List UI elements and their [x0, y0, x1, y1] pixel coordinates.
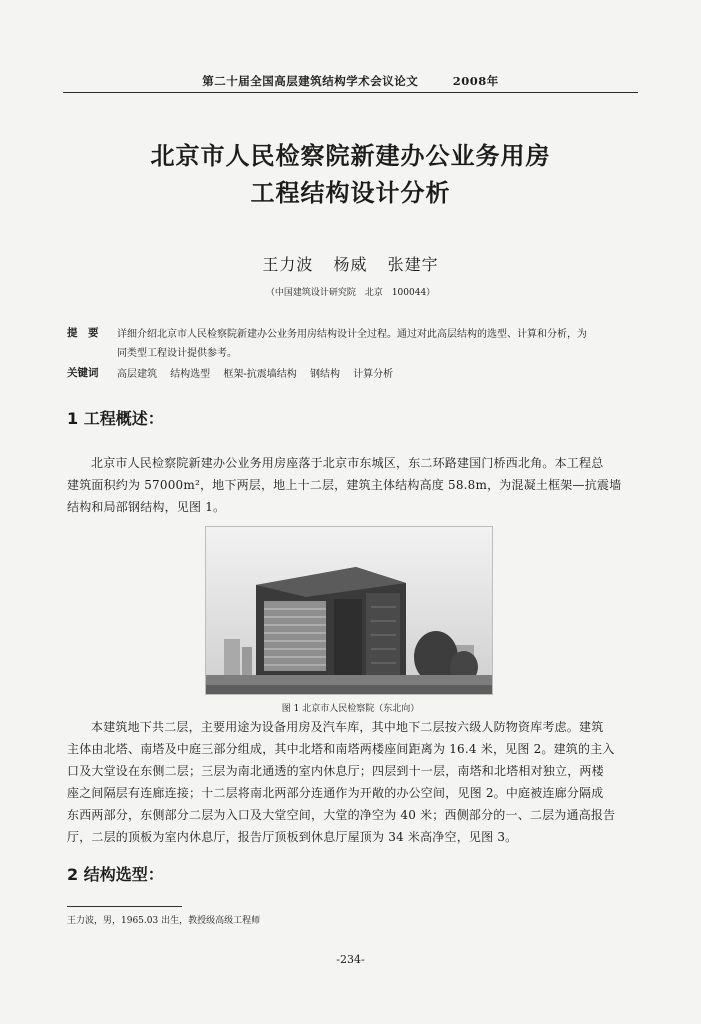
- keyword: 高层建筑: [117, 369, 157, 380]
- paragraph-line: 座之间隔层有连廊连接；十二层将南北两部分连通作为开敞的办公空间，见图 2。中庭被连廊分隔成: [67, 786, 604, 800]
- keyword: 结构选型: [170, 369, 211, 380]
- paper-title-line-1: 北京市人民检察院新建办公业务用房: [150, 142, 551, 170]
- conference-year: 2008年: [452, 74, 499, 88]
- author-name: 杨威: [333, 255, 368, 274]
- abstract-label: 提 要: [67, 327, 99, 339]
- page-number: -234-: [336, 953, 365, 966]
- affiliation: （中国建筑设计研究院 北京 100044）: [265, 288, 436, 298]
- keyword: 钢结构: [309, 369, 340, 380]
- paragraph-line: 本建筑地下共二层，主要用途为设备用房及汽车库，其中地下二层按六级人防物资库考虑。建筑: [91, 720, 604, 734]
- author-name: 张建宇: [387, 255, 439, 274]
- author-list: [0, 252, 701, 275]
- abstract-line: 同类型工程设计提供参考。: [117, 348, 237, 359]
- running-header: [0, 73, 701, 89]
- figure-caption: 图 1 北京市人民检察院（东北向）: [281, 704, 420, 714]
- building-photo-graphic: [206, 527, 492, 694]
- paper-title-line-2: 工程结构设计分析: [250, 179, 451, 207]
- author-name: 王力波: [262, 255, 314, 274]
- paragraph-line: 厅，二层的顶板为室内休息厅，报告厅顶板到休息厅屋顶为 34 米高净空，见图 3。: [67, 830, 518, 844]
- paragraph-line: 东西两部分，东侧部分二层为入口及大堂空间，大堂的净空为 40 米；西侧部分的一、二层为通高报告: [67, 808, 616, 822]
- conference-name: 第二十届全国高层建筑结构学术会议论文: [202, 74, 419, 88]
- keywords-list: [117, 365, 393, 380]
- section-heading: 1 工程概述：: [67, 409, 164, 428]
- footnote: 王力波，男，1965.03 出生，教授级高级工程师: [67, 916, 261, 926]
- paragraph-line: 建筑面积约为 57000m²，地下两层，地上十二层，建筑主体结构高度 58.8m，为混凝土框架—抗震墙: [67, 478, 622, 492]
- header-rule: [63, 92, 638, 93]
- section-heading: 2 结构选型：: [67, 865, 164, 884]
- footnote-rule: [67, 906, 182, 907]
- keyword: 框架-抗震墙结构: [223, 369, 297, 380]
- paragraph-line: 结构和局部钢结构，见图 1。: [67, 500, 226, 514]
- building-photo: [205, 526, 493, 695]
- paragraph-line: 主体由北塔、南塔及中庭三部分组成，其中北塔和南塔两楼座间距离为 16.4 米，见图 2。建筑的主入: [67, 742, 615, 756]
- paragraph-line: 北京市人民检察院新建办公业务用房座落于北京市东城区，东二环路建国门桥西北角。本工程总: [91, 456, 604, 470]
- paragraph-line: 口及大堂设在东侧二层；三层为南北通透的室内休息厅；四层到十一层，南塔和北塔相对独立，两楼: [67, 764, 604, 778]
- keywords-label: 关键词: [67, 367, 99, 379]
- keyword: 计算分析: [353, 369, 394, 380]
- abstract-line: 详细介绍北京市人民检察院新建办公业务用房结构设计全过程。通过对此高层结构的选型、计算和分析，为: [117, 329, 587, 340]
